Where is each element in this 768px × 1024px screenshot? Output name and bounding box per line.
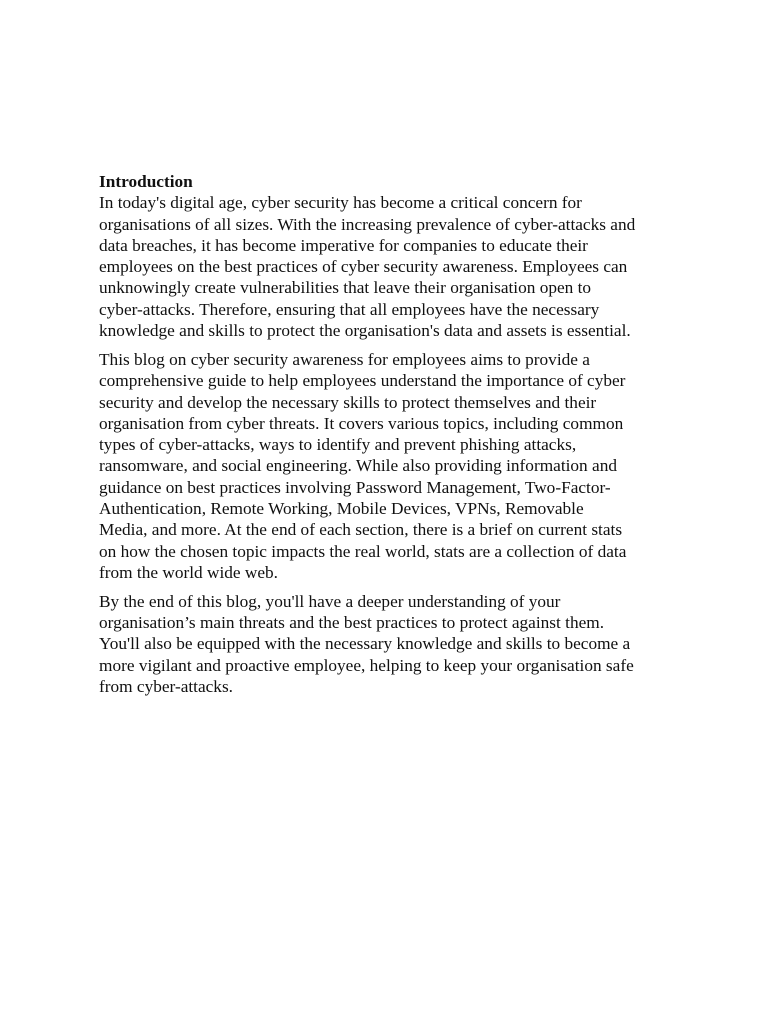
text-line: employees on the best practices of cyber security awareness. Employees can bbox=[99, 257, 628, 277]
text-line: You'll also be equipped with the necessary knowledge and skills to become a bbox=[99, 634, 631, 654]
text-line: from cyber-attacks. bbox=[99, 677, 233, 697]
section-heading: Introduction bbox=[99, 172, 193, 191]
text-line: unknowingly create vulnerabilities that leave their organisation open to bbox=[99, 278, 592, 298]
text-line: security and develop the necessary skills to protect themselves and their bbox=[99, 392, 597, 412]
text-line: ransomware, and social engineering. While also providing information and bbox=[99, 456, 617, 476]
text-line: cyber-attacks. Therefore, ensuring that all employees have the necessary bbox=[99, 299, 600, 319]
text-line: Authentication, Remote Working, Mobile Devices, VPNs, Removable bbox=[99, 499, 584, 519]
document-body bbox=[99, 171, 674, 697]
text-line: data breaches, it has become imperative for companies to educate their bbox=[99, 235, 588, 255]
text-line: organisations of all sizes. With the increasing prevalence of cyber-attacks and bbox=[99, 214, 636, 234]
text-line: Media, and more. At the end of each section, there is a brief on current stats bbox=[99, 520, 623, 540]
text-line: By the end of this blog, you'll have a deeper understanding of your bbox=[99, 591, 561, 611]
paragraph-1 bbox=[99, 192, 674, 341]
text-line: organisation’s main threats and the best practices to protect against them. bbox=[99, 613, 605, 633]
text-line: types of cyber-attacks, ways to identify and prevent phishing attacks, bbox=[99, 435, 577, 455]
text-line: organisation from cyber threats. It covers various topics, including common bbox=[99, 413, 624, 433]
text-line: This blog on cyber security awareness for employees aims to provide a bbox=[99, 349, 590, 369]
text-line: comprehensive guide to help employees understand the importance of cyber bbox=[99, 371, 626, 391]
paragraph-3 bbox=[99, 591, 674, 697]
text-line: knowledge and skills to protect the organisation's data and assets is essential. bbox=[99, 321, 631, 341]
text-line: more vigilant and proactive employee, helping to keep your organisation safe bbox=[99, 655, 634, 675]
paragraph-2 bbox=[99, 349, 674, 583]
text-line: In today's digital age, cyber security has become a critical concern for bbox=[99, 193, 582, 213]
text-line: guidance on best practices involving Password Management, Two-Factor- bbox=[99, 477, 611, 497]
text-line: on how the chosen topic impacts the real world, stats are a collection of data bbox=[99, 541, 627, 561]
text-line: from the world wide web. bbox=[99, 562, 279, 582]
